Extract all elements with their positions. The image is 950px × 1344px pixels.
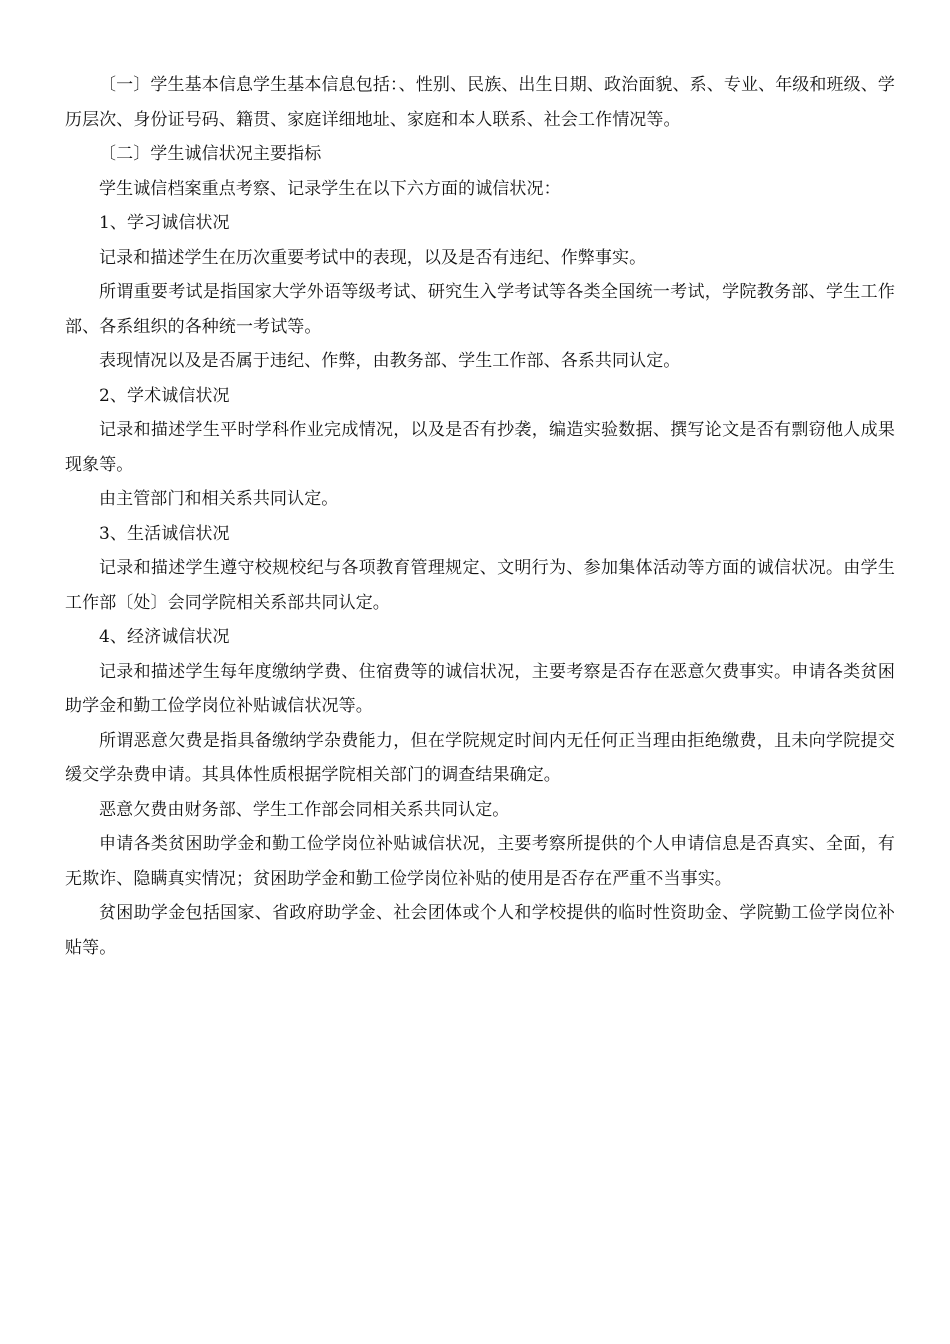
paragraph-exam-determination: 表现情况以及是否属于违纪、作弊，由教务部、学生工作部、各系共同认定。	[99, 351, 681, 371]
paragraph-malicious-arrears: 所谓恶意欠费是指具备缴纳学杂费能力，但在学院规定时间内无任何正当理由拒绝缴费，且未向学院提交缓交学杂费申请。其具体性质根据学院相关部门的调查结果确定。	[65, 730, 895, 785]
paragraph-subsidy-integrity: 申请各类贫困助学金和勤工俭学岗位补贴诚信状况，主要考察所提供的个人申请信息是否真实、全面，有无欺诈、隐瞒真实情况；贫困助学金和勤工俭学岗位补贴的使用是否存在严重不当事实。	[65, 834, 895, 889]
paragraph-important-exams: 所谓重要考试是指国家大学外语等级考试、研究生入学考试等各类全国统一考试，学院教务部、学生工作部、各系组织的各种统一考试等。	[65, 282, 895, 337]
paragraph-basic-info: 〔一〕学生基本信息学生基本信息包括：、性别、民族、出生日期、政治面貌、系、专业、年级和班级、学历层次、身份证号码、籍贯、家庭详细地址、家庭和本人联系、社会工作情况等。	[65, 75, 895, 130]
heading-integrity-indicators: 〔二〕学生诚信状况主要指标	[99, 144, 322, 164]
paragraph-academic-record: 记录和描述学生平时学科作业完成情况，以及是否有抄袭，编造实验数据、撰写论文是否有剽窃他人成果现象等。	[65, 420, 895, 475]
paragraph-subsidy-scope: 贫困助学金包括国家、省政府助学金、社会团体或个人和学校提供的临时性资助金、学院勤工俭学岗位补贴等。	[65, 903, 895, 958]
heading-life-integrity: 3、生活诚信状况	[99, 523, 230, 544]
heading-academic-integrity: 2、学术诚信状况	[99, 385, 230, 406]
heading-study-integrity: 1、学习诚信状况	[99, 213, 230, 233]
paragraph-life-record: 记录和描述学生遵守校规校纪与各项教育管理规定、文明行为、参加集体活动等方面的诚信状况。由学生工作部〔处〕会同学院相关系部共同认定。	[65, 558, 895, 613]
heading-economic-integrity: 4、经济诚信状况	[99, 627, 230, 647]
paragraph-arrears-determination: 恶意欠费由财务部、学生工作部会同相关系共同认定。	[99, 799, 510, 820]
paragraph-exam-record: 记录和描述学生在历次重要考试中的表现，以及是否有违纪、作弊事实。	[99, 247, 647, 268]
paragraph-six-aspects: 学生诚信档案重点考察、记录学生在以下六方面的诚信状况：	[99, 178, 561, 199]
paragraph-fee-record: 记录和描述学生每年度缴纳学费、住宿费等的诚信状况，主要考察是否存在恶意欠费事实。申请各类贫困助学金和勤工俭学岗位补贴诚信状况等。	[65, 661, 895, 716]
document-body	[65, 68, 895, 965]
paragraph-academic-determination: 由主管部门和相关系共同认定。	[99, 489, 339, 509]
